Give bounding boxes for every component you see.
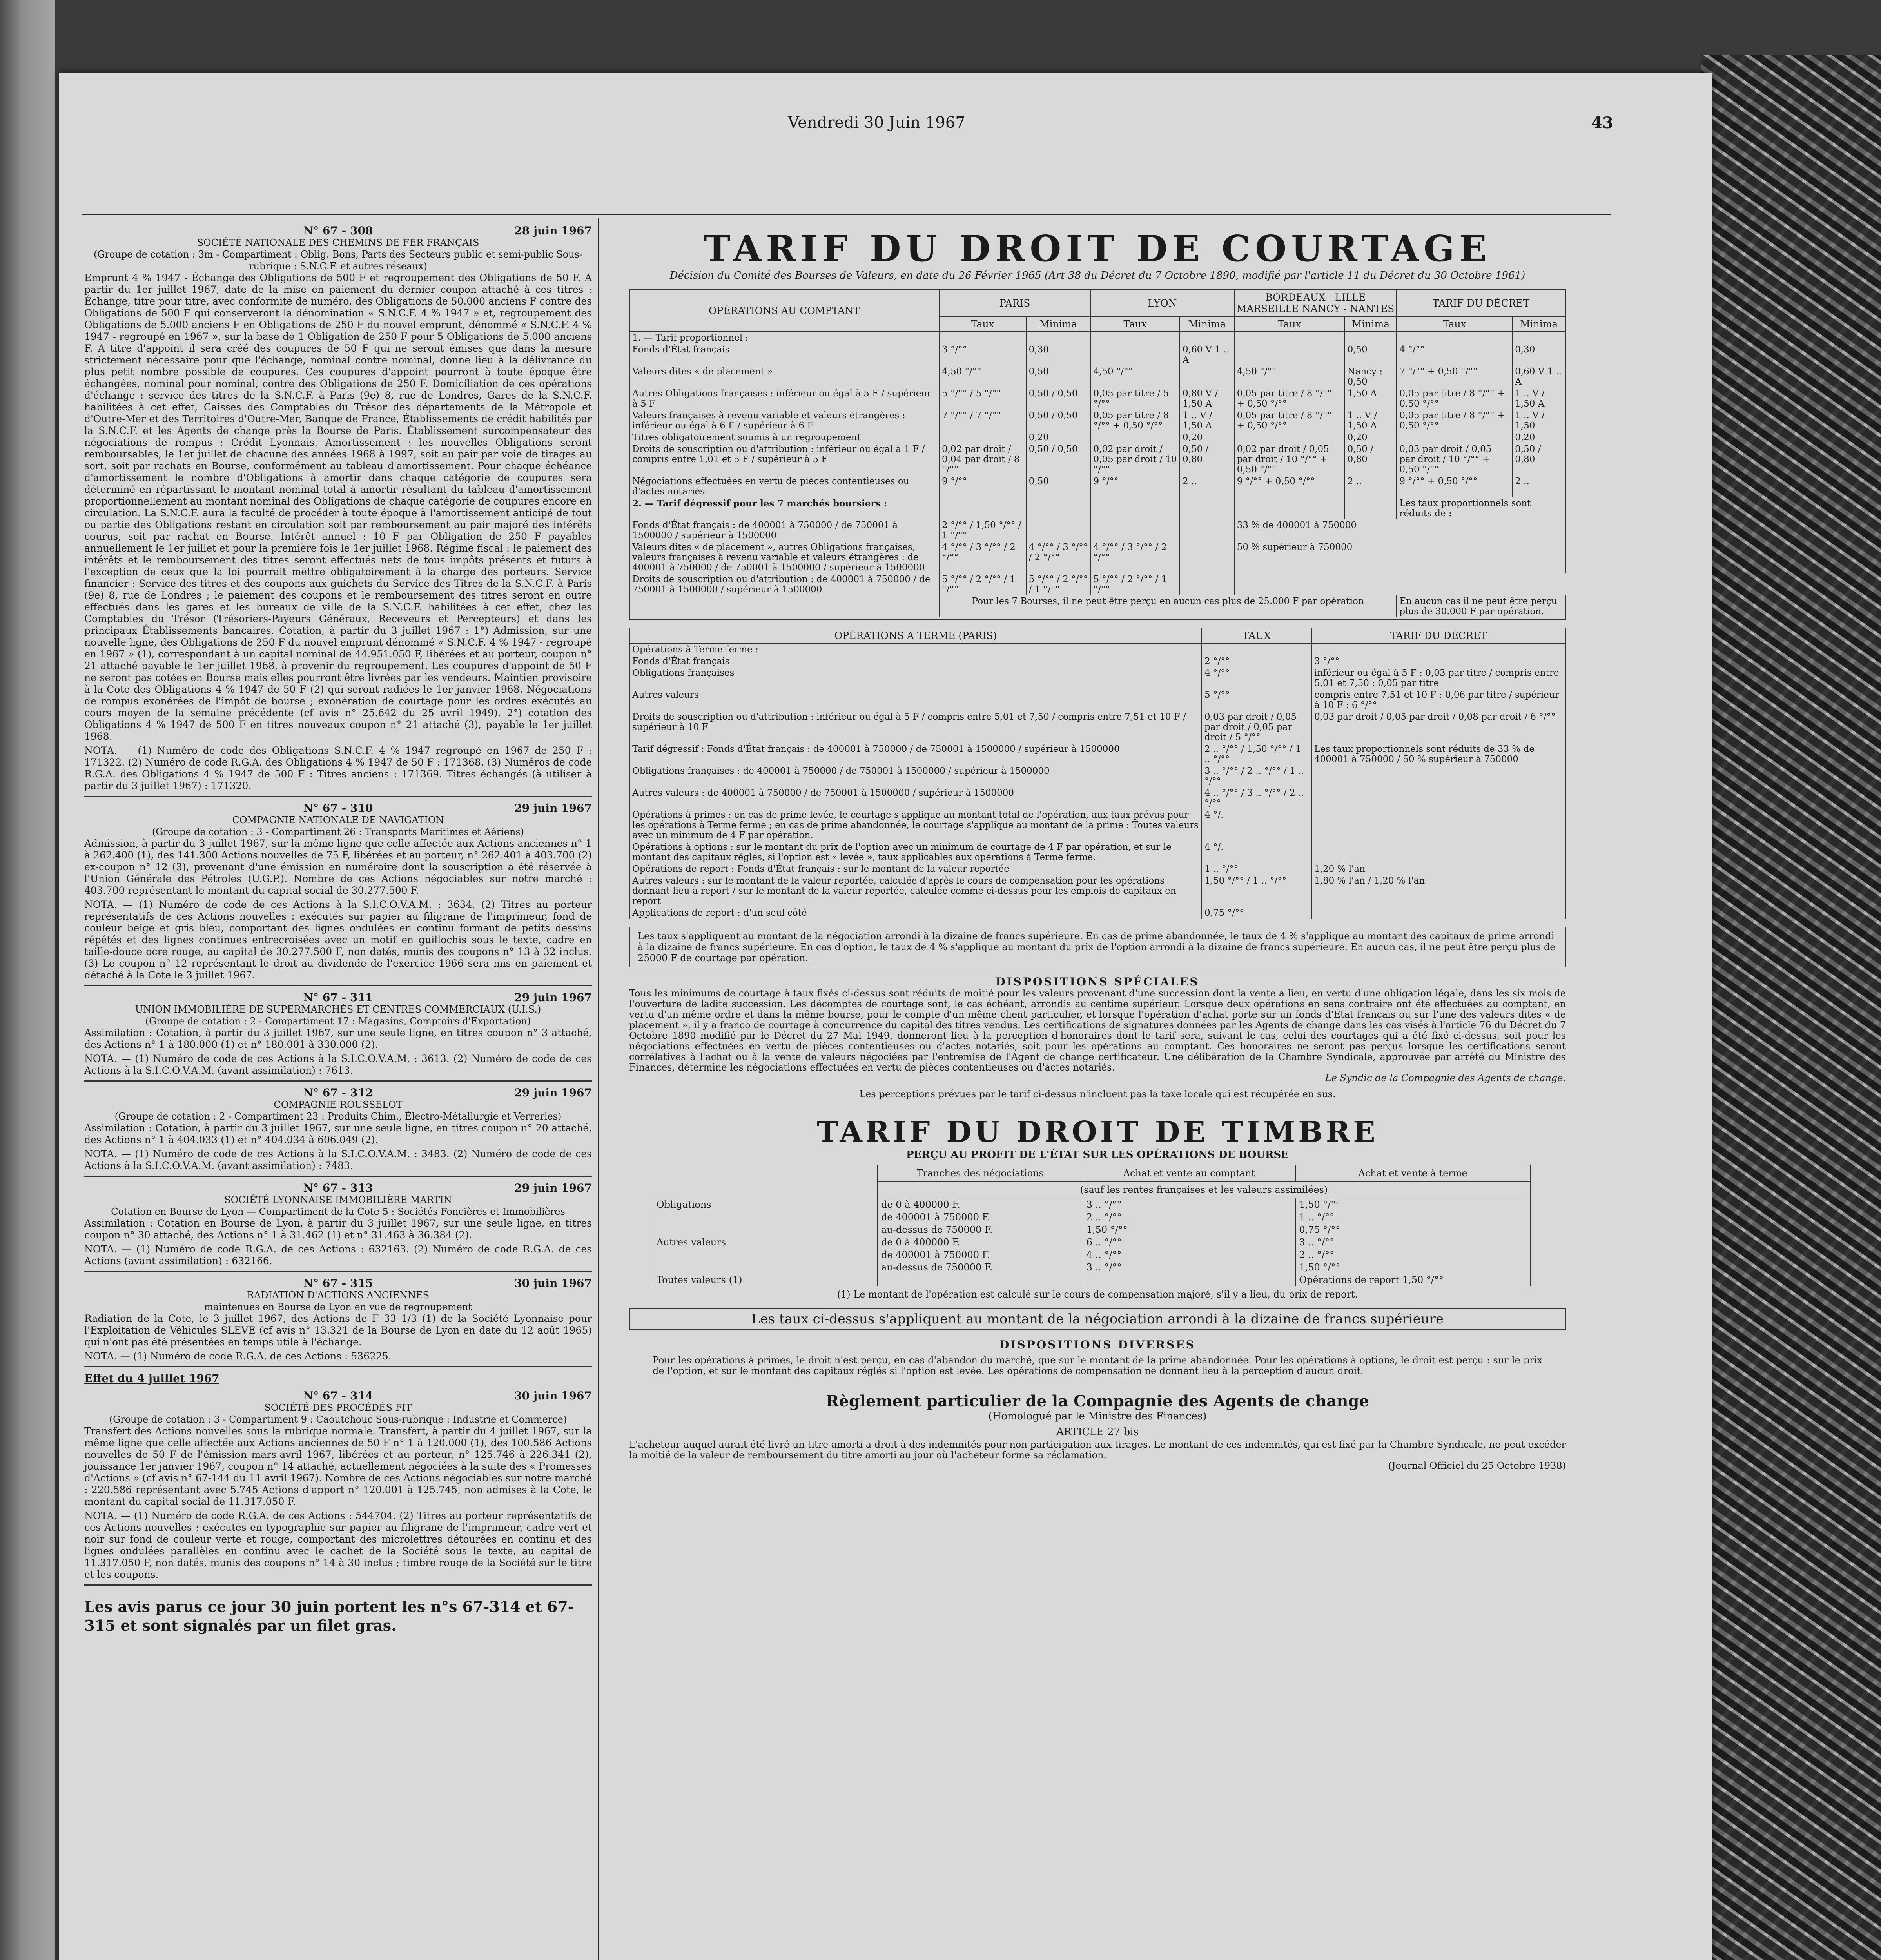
col-bordeaux: BORDEAUX - LILLE MARSEILLE NANCY - NANTES — [1234, 290, 1397, 316]
reglement-text: L'acheteur auquel aurait été livré un titre amorti a droit à des indemnités pour non participation aux tirages. Le montant de ces indemnités, qui est fixé par la Chambre Syndicale, ne peut excéder la moitié de la valeur de remboursement du titre amorti au jour où l'acheteur forme sa réclamation. — [629, 1439, 1566, 1461]
reglement-source: (Journal Officiel du 25 Octobre 1938) — [1388, 1460, 1566, 1471]
comptant-row-cell: Nancy : 0,50 — [1345, 366, 1397, 388]
col-taux: Taux — [1397, 316, 1512, 332]
terme-row — [629, 875, 1565, 907]
comptant-table — [629, 289, 1566, 620]
col-minima: Minima — [1026, 316, 1091, 332]
terme-row-cell: 0,03 par droit / 0,05 par droit / 0,05 par droit / 5 °/°° — [1202, 711, 1311, 743]
notice-group: Cotation en Bourse de Lyon — Compartiment de la Cote 5 : Sociétés Foncières et Immobilières — [111, 1206, 565, 1217]
effect-date: Effet du 4 juillet 1967 — [84, 1372, 219, 1385]
comptant-row-cell: 0,20 — [1345, 432, 1397, 443]
col-comptant: Achat et vente au comptant — [1083, 1165, 1296, 1181]
notice-date: 29 juin 1967 — [514, 991, 592, 1004]
degressif-row-cell: Valeurs dites « de placement », autres Obligations françaises, valeurs françaises à revenu variable et valeurs étrangères : de 400001 à 750000 / de 750001 à 1500000 / supérieur à 1500000 — [629, 541, 939, 573]
comptant-row-cell: 0,05 par titre / 8 °/°° + 0,50 °/°° — [1234, 410, 1345, 432]
terme-row — [629, 863, 1565, 875]
timbre-row-cell: au-dessus de 750000 F. — [878, 1261, 1083, 1274]
col-terme: Achat et vente à terme — [1295, 1165, 1530, 1181]
comptant-row-cell: 0,05 par titre / 5 °/°° — [1090, 388, 1180, 410]
timbre-table — [653, 1165, 1531, 1286]
comptant-row-cell: 9 °/°° — [939, 475, 1026, 497]
comptant-row-cell: 0,20 — [1180, 432, 1234, 443]
comptant-row-cell — [1234, 332, 1345, 344]
notice-body: Emprunt 4 % 1947 - Échange des Obligations de 500 F et regroupement des Obligations de 50 F. A partir du 1er juillet 1967, date de la mise en paiement du dernier coupon attaché à ces titres : Échange, titre pour titre, avec conformité de numéro, des Obligations de 50.000 anciens F contre des Obligations de 500 F qui conserveront la dénomination « S.N.C.F. 4 % 1947 » et, regroupement des Obligations de 5.000 anciens F en Obligations de 250 F du nouvel emprunt, dénommé « S.N.C.F. 4 % 1947 - regroupé en 1967 », sur la base de 1 Obligation de 250 F pour 5 Obligations de 5.000 anciens F. A titre d'appoint il sera créé des coupures de 50 F qui ne seront émises que dans la mesure strictement nécessaire pour que l'échange, nominal contre nominal, donne lieu à la délivrance du plus petit nombre possible de coupures. Ces coupures d'appoint pourront à toute époque être échangées, nominal pour nominal, contre des Obligations de 250 F. Domiciliation de ces opérations d'échange : service des titres de la S.N.C.F. à Paris (9e) 8, rue de Londres, Gares de la S.N.C.F. habilitées à cet effet, Caisses des Comptables du Trésor des départements de la Métropole et d'Outre-Mer et des Territoires d'Outre-Mer, Banque de France, Établissements de crédit habilités par la S.N.C.F. et les Agents de change près la Bourse de Paris. Établissement surcompensateur des négociations de rompus : Crédit Lyonnais. Amortissement : les nouvelles Obligations seront remboursables, le 1er juillet de chacune des années 1968 à 1997, soit au pair par voie de tirages au sort, soit par rachats en Bourse, conformément au tableau d'amortissement. Pour chaque échéance d'amortissement le nombre d'Obligations à amortir dans chaque catégorie de coupures sera déterminé en répartissant le montant nominal total à amortir résultant du tableau d'amortissement proportionnellement au montant nominal des Obligations de chaque catégorie de coupures encore en circulation. La S.N.C.F. aura la faculté de procéder à toute époque à l'amortissement anticipé de tout ou partie des Obligations restant en circulation soit par remboursement au pair majoré des intérêts courus, soit par rachat en Bourse. Intérêt annuel : 10 F par Obligation de 250 F payables annuellement le 1er juillet et pour la première fois le 1er juillet 1968. Régime fiscal : le paiement des intérêts et le remboursement des titres seront effectués nets de tous impôts présents et futurs à l'exception de ceux que la loi pourrait mettre obligatoirement à la charge des porteurs. Service financier : Service des titres et des coupons aux guichets du Service des Titres de la S.N.C.F. à Paris (9e) 8, rue de Londres ; le paiement des coupons et le remboursement des titres seront en outre effectués dans les gares et les bureaux de ville de la S.N.C.F. habilitées à cet effet, chez les Comptables du Trésor (Trésoriers-Payeurs Généraux, Receveurs et Percepteurs) et dans les principaux Établissements bancaires. Cotation, à partir du 3 juillet 1967 : 1°) Admission, sur une nouvelle ligne, des Obligations de 250 F du nouvel emprunt dénommé « S.N.C.F. 4 % 1947 - regroupé en 1967 » (1), correspondant à un capital nominal de 44.951.050 F, libérées et au porteur, coupon n° 21 attaché payable le 1er juillet 1968, à provenir du regroupement. Les coupures d'appoint de 50 F ne seront pas cotées en Bourse mais elles pourront être livrées par les vendeurs. Maintien provisoire à la Cote des Obligations 4 % 1947 de 50 F (2) qui seront radiées le 1er janvier 1968. Négociations de rompus exonérées de l'impôt de bourse ; exonération de courtage pour les ordres exécutés au cours moyen de la semaine précédente (cf avis n° 25.642 du 25 avril 1949). 2°) cotation des Obligations 4 % 1947 de 500 F en titres nouveaux coupon n° 21 attaché (3), payable le 1er juillet 1968. — [84, 272, 592, 742]
terme-row-cell — [1311, 787, 1565, 809]
comptant-row-cell: 0,05 par titre / 8 °/°° + 0,50 °/°° — [1090, 410, 1180, 432]
timbre-row-cell: 1,50 °/°° — [1083, 1223, 1296, 1236]
notice-group: (Groupe de cotation : 3 - Compartiment 26 : Transports Maritimes et Aériens) — [152, 826, 524, 837]
degressif-row — [629, 541, 1565, 573]
comptant-row-cell — [1345, 332, 1397, 344]
degressif-row-cell — [1180, 519, 1234, 541]
marbled-book-edge — [1701, 55, 1881, 1960]
comptant-row-cell — [1090, 332, 1180, 344]
comptant-row-cell: Droits de souscription ou d'attribution : inférieur ou égal à 1 F / compris entre 1,01 et 5 F / supérieur à 5 F — [629, 443, 939, 475]
timbre-note: (1) Le montant de l'opération est calculé sur le cours de compensation majoré, s'il y a lieu, du prix de report. — [837, 1289, 1358, 1300]
comptant-row-cell: 0,02 par droit / 0,05 par droit / 10 °/°° + 0,50 °/°° — [1234, 443, 1345, 475]
col-sauf: (sauf les rentes françaises et les valeurs assimilées) — [878, 1181, 1530, 1198]
timbre-row — [653, 1236, 1530, 1249]
notice-nota: NOTA. — (1) Numéro de code de ces Actions à la S.I.C.O.V.A.M. : 3634. (2) Titres au porteur représentatifs de ces Actions nouvelles : exécutés sur papier au filigrane de l'imprimeur, fond de couleur beige et gris bleu, comportant des lignes ondulées en continu formant de petits dessins répétés et des lignes continues entrecroisées avec un motif en guillochis sous le texte, cadre en taille-douce ocre rouge, au capital de 30.277.500 F, non datés, munis des coupons n° 13 à 32 inclus. (3) Le coupon n° 12 représentant le droit au dividende de l'exercice 1966 sera mis en paiement et détaché à la Cote le 3 juillet 1967. — [84, 899, 592, 981]
comptant-row-cell: Titres obligatoirement soumis à un regroupement — [629, 432, 939, 443]
reglement-title: Règlement particulier de la Compagnie des Agents de change — [826, 1392, 1369, 1410]
timbre-row-cell: 3 .. °/°° — [1295, 1236, 1530, 1249]
comptant-row-cell — [1090, 432, 1180, 443]
terme-row-cell: 0,03 par droit / 0,05 par droit / 0,08 par droit / 6 °/°° — [1311, 711, 1565, 743]
dispositions-speciales-title: DISPOSITIONS SPÉCIALES — [996, 975, 1199, 988]
timbre-row-cell: de 0 à 400000 F. — [878, 1236, 1083, 1249]
notice-body: Assimilation : Cotation, à partir du 3 juillet 1967, sur une seule ligne, en titres coupon n° 3 attaché, des Actions n° 1 à 180.000 (1) et n° 180.001 à 330.000 (2). — [84, 1027, 592, 1050]
notice-nota: NOTA. — (1) Numéro de code R.G.A. de ces Actions : 632163. (2) Numéro de code R.G.A. de ces Actions (avant assimilation) : 632166. — [84, 1243, 592, 1267]
terme-row — [629, 667, 1565, 689]
comptant-row-cell — [1026, 332, 1091, 344]
terme-row — [629, 643, 1565, 655]
degressif-row-cell: Droits de souscription ou d'attribution : de 400001 à 750000 / de 750001 à 1500000 / supérieur à 1500000 — [629, 573, 939, 595]
comptant-row-cell: 1 .. V / 1,50 A — [1345, 410, 1397, 432]
degressif-title: 2. — Tarif dégressif pour les 7 marchés boursiers : — [629, 497, 939, 519]
comptant-row-cell — [1180, 366, 1234, 388]
timbre-row-cell — [653, 1261, 878, 1274]
notice-group: (Groupe de cotation : 2 - Compartiment 23 : Produits Chim., Électro-Métallurgie et Verreries) — [114, 1111, 562, 1122]
col-lyon: LYON — [1090, 290, 1234, 316]
comptant-row-cell: 2 .. — [1512, 475, 1565, 497]
notice-company: SOCIÉTÉ NATIONALE DES CHEMINS DE FER FRANÇAIS — [197, 237, 479, 248]
degressif-row-cell: Fonds d'État français : de 400001 à 750000 / de 750001 à 1500000 / supérieur à 1500000 — [629, 519, 939, 541]
comptant-row-cell: 4,50 °/°° — [1090, 366, 1180, 388]
comptant-row-cell: 7 °/°° / 7 °/°° — [939, 410, 1026, 432]
comptant-row-cell: 0,60 V 1 .. A — [1180, 344, 1234, 366]
timbre-row — [653, 1249, 1530, 1261]
timbre-row-cell — [1083, 1274, 1296, 1286]
decret-note3: 50 % supérieur à 750000 — [1234, 541, 1565, 573]
terme-row-cell: Applications de report : d'un seul côté — [629, 907, 1202, 919]
notice-company: UNION IMMOBILIÈRE DE SUPERMARCHÉS ET CENTRES COMMERCIAUX (U.I.S.) — [135, 1004, 541, 1015]
comptant-row-cell: Valeurs dites « de placement » — [629, 366, 939, 388]
comptant-row-cell — [1180, 332, 1234, 344]
degressif-row — [629, 573, 1565, 595]
comptant-row-cell: Négociations effectuées en vertu de pièces contentieuses ou d'actes notariés — [629, 475, 939, 497]
comptant-row-cell: 9 °/°° + 0,50 °/°° — [1234, 475, 1345, 497]
comptant-row-cell: 0,30 — [1026, 344, 1091, 366]
timbre-row-cell: Obligations — [653, 1198, 878, 1211]
comptant-row-cell: 4 °/°° — [1397, 344, 1512, 366]
comptant-row-cell: 0,02 par droit / 0,05 par droit / 10 °/°° — [1090, 443, 1180, 475]
terme-row-cell — [1311, 809, 1565, 841]
comptant-row-cell: 0,50 — [1026, 475, 1091, 497]
timbre-band: Les taux ci-dessus s'appliquent au montant de la négociation arrondi à la dizaine de francs supérieure — [629, 1308, 1566, 1330]
col-tranches: Tranches des négociations — [878, 1165, 1083, 1181]
comptant-row-cell: 0,05 par titre / 8 °/°° + 0,50 °/°° — [1397, 388, 1512, 410]
comptant-row-cell — [1090, 344, 1180, 366]
page-number: 43 — [1591, 114, 1613, 132]
terme-row-cell: 5 °/°° — [1202, 689, 1311, 711]
timbre-row-cell: 6 .. °/°° — [1083, 1236, 1296, 1249]
notice-separator — [84, 796, 592, 797]
timbre-row — [653, 1223, 1530, 1236]
terme-row-cell: Opérations à primes : en cas de prime levée, le courtage s'applique au montant total de l'opération, aux taux prévus pour les opérations à Terme ferme ; en cas de prime abandonnée, le courtage s'applique au montant de la prime : Toutes valeurs avec un minimum de 4 F par opération. — [629, 809, 1202, 841]
comptant-row-cell: 1 .. V / 1,50 A — [1512, 388, 1565, 410]
notice-number: N° 67 - 311 29 juin 1967 — [303, 991, 592, 1004]
col-minima: Minima — [1512, 316, 1565, 332]
terme-row-cell: compris entre 7,51 et 10 F : 0,06 par titre / supérieur à 10 F : 6 °/°° — [1311, 689, 1565, 711]
notice-body: Transfert des Actions nouvelles sous la rubrique normale. Transfert, à partir du 4 juillet 1967, sur la même ligne que celle affectée aux Actions anciennes de 50 F n° 1 à 120.000 (1), des 100.586 Actions nouvelles de 50 F de l'émission mars-avril 1967, libérées et au porteur, n° 125.746 à 226.341 (2), jouissance 1er janvier 1967, coupon n° 14 attaché, actuellement négociées à la suite des « Promesses d'Actions » (cf avis n° 67-144 du 11 avril 1967). Nombre de ces Actions négociables sur notre marché : 220.586 représentant avec 5.745 Actions d'apport n° 120.001 à 125.745, non admises à la Cote, le montant du capital social de 11.317.050 F. — [84, 1425, 592, 1507]
timbre-row-cell: de 400001 à 750000 F. — [878, 1211, 1083, 1223]
timbre-row-cell — [878, 1274, 1083, 1286]
timbre-row — [653, 1274, 1530, 1286]
notice-company: COMPAGNIE NATIONALE DE NAVIGATION — [232, 815, 444, 826]
timbre-row-cell: Toutes valeurs (1) — [653, 1274, 878, 1286]
timbre-title: TARIF DU DROIT DE TIMBRE — [816, 1115, 1379, 1149]
degressif-row-cell — [1090, 519, 1180, 541]
comptant-row-cell — [1234, 432, 1345, 443]
courtage-subtitle: Décision du Comité des Bourses de Valeurs, en date du 26 Février 1965 (Art 38 du Décret du 7 Octobre 1890, modifié par l'article 11 du Décret du 30 Octobre 1961) — [669, 270, 1525, 281]
comptant-row-cell: 0,50 / 0,50 — [1026, 443, 1091, 475]
reglement-article: ARTICLE 27 bis — [1056, 1426, 1139, 1438]
terme-row-cell: 4 °/. — [1202, 841, 1311, 863]
notice-separator — [84, 1271, 592, 1272]
notice-number: N° 67 - 312 29 juin 1967 — [303, 1086, 592, 1099]
terme-row-cell — [1311, 841, 1565, 863]
notice-number: N° 67 - 315 30 juin 1967 — [303, 1277, 592, 1290]
terme-row-cell: 1,80 % l'an / 1,20 % l'an — [1311, 875, 1565, 907]
comptant-row-cell: 0,50 / 0,50 — [1026, 410, 1091, 432]
timbre-row — [653, 1261, 1530, 1274]
comptant-row-cell — [1397, 332, 1512, 344]
comptant-row — [629, 332, 1565, 344]
courtage-title: TARIF DU DROIT DE COURTAGE — [704, 227, 1491, 270]
comptant-row — [629, 344, 1565, 366]
comptant-row-cell — [1397, 432, 1512, 443]
decret-note4: En aucun cas il ne peut être perçu plus de 30.000 F par opération. — [1397, 595, 1565, 617]
comptant-row-cell: 2 .. — [1345, 475, 1397, 497]
comptant-row-cell: 4,50 °/°° — [1234, 366, 1345, 388]
decret-note1: Les taux proportionnels sont réduits de : — [1397, 497, 1565, 519]
timbre-row-cell: 3 .. °/°° — [1083, 1198, 1296, 1211]
comptant-row — [629, 432, 1565, 443]
notice-number: N° 67 - 308 28 juin 1967 — [303, 224, 592, 237]
timbre-subtitle: PERÇU AU PROFIT DE L'ÉTAT SUR LES OPÉRATIONS DE BOURSE — [906, 1149, 1289, 1161]
notice-number: N° 67 - 310 29 juin 1967 — [303, 802, 592, 815]
comptant-row-cell: 0,50 / 0,50 — [1026, 388, 1091, 410]
comptant-row-cell: 2 .. — [1180, 475, 1234, 497]
top-rule — [82, 214, 1611, 215]
terme-row-cell: Les taux proportionnels sont réduits de 33 % de 400001 à 750000 / 50 % supérieur à 750000 — [1311, 743, 1565, 765]
degressif-row-cell: 4 °/°° / 3 °/°° / 2 °/°° — [1026, 541, 1091, 573]
comptant-row — [629, 443, 1565, 475]
comptant-row-cell: 0,50 / 0,80 — [1180, 443, 1234, 475]
timbre-row-cell: Autres valeurs — [653, 1236, 878, 1249]
comptant-row-cell — [1512, 332, 1565, 344]
notice-nota: NOTA. — (1) Numéro de code de ces Actions à la S.I.C.O.V.A.M. : 3613. (2) Numéro de code de ces Actions à la S.I.C.O.V.A.M. (avant assimilation) : 7613. — [84, 1053, 592, 1076]
notes-box: Les taux s'appliquent au montant de la négociation arrondi à la dizaine de francs supérieure. En cas de prime abandonnée, le taux de 4 % s'applique au montant des capitaux de prime arrondi à la dizaine de francs supérieure. En cas d'option, le taux de 4 % s'applique au montant du prix de l'option arrondi à la dizaine de francs supérieure. En aucun cas, il ne peut être perçu plus de 25000 F de courtage par opération. — [629, 927, 1566, 967]
comptant-row-cell: 1. — Tarif proportionnel : — [629, 332, 939, 344]
timbre-row-cell: au-dessus de 750000 F. — [878, 1223, 1083, 1236]
notice-separator — [84, 985, 592, 986]
col-taux: Taux — [1234, 316, 1345, 332]
notice-nota: NOTA. — (1) Numéro de code de ces Actions à la S.I.C.O.V.A.M. : 3483. (2) Numéro de code de ces Actions à la S.I.C.O.V.A.M. (avant assimilation) : 7483. — [84, 1148, 592, 1171]
terme-row-cell: inférieur ou égal à 5 F : 0,03 par titre / compris entre 5,01 et 7,50 : 0,05 par titre — [1311, 667, 1565, 689]
comptant-row — [629, 366, 1565, 388]
terme-row-cell: 2 .. °/°° / 1,50 °/°° / 1 .. °/°° — [1202, 743, 1311, 765]
dispositions-speciales-text: Tous les minimums de courtage à taux fixés ci-dessus sont réduits de moitié pour les valeurs provenant d'une succession dont la vente a lieu, en vertu d'une obligation légale, dans les six mois de l'ouverture de ladite succession. Les décomptes de courtage sont, le cas échéant, arrondis au centime supérieur. Lorsque deux opérations en sens contraire ont été effectuées au comptant, en vertu d'un même ordre et dans la même bourse, pour le compte d'un même client particulier, et lorsque l'opération d'achat porte sur un fonds d'État français ou sur l'une des valeurs dites « de placement », il y a franco de courtage à concurrence du capital des titres vendus. Les certifications de signatures données par les Agents de change dans les cas visés à l'article 76 du Décret du 7 Octobre 1890 modifié par le Décret du 27 Mai 1949, donneront lieu à la perception d'honoraires dont le tarif sera, suivant le cas, celui des courtages qui a été fixé ci-dessus, soit pour les négociations effectuées en vertu de pièces contentieuses ou d'actes notariés, soit pour les opérations au comptant. Ces honoraires ne seront pas perçus lorsque les certifications seront corrélatives à l'achat ou à la vente de valeurs négociées par l'entremise de l'Agent de change certificateur. Une délibération de la Chambre Syndicale, approuvée par arrêté du Ministre des Finances, détermine les négociations effectuées en vertu de pièces contentieuses ou d'actes notariés. — [629, 988, 1566, 1073]
terme-row-cell: 2 °/°° — [1202, 655, 1311, 667]
timbre-row-cell: 2 .. °/°° — [1295, 1249, 1530, 1261]
timbre-row-cell: 2 .. °/°° — [1083, 1211, 1296, 1223]
comptant-row-cell: 0,50 / 0,80 — [1345, 443, 1397, 475]
timbre-row-cell — [653, 1211, 878, 1223]
terme-row — [629, 765, 1565, 787]
terme-row-cell: 1,20 % l'an — [1311, 863, 1565, 875]
terme-table — [629, 628, 1566, 919]
previous-page-edge — [0, 0, 55, 1960]
terme-row-cell: Autres valeurs : sur le montant de la valeur reportée, calculée d'après le cours de compensation pour les opérations donnant lieu à report / sur le montant de la valeur reportée, calculée comme ci-dessus pour les emplois de capitaux en report — [629, 875, 1202, 907]
timbre-row-cell: de 0 à 400000 F. — [878, 1198, 1083, 1211]
comptant-row — [629, 410, 1565, 432]
notice-company: SOCIÉTÉ DES PROCÉDÉS FIT — [264, 1402, 412, 1413]
timbre-row-cell: de 400001 à 750000 F. — [878, 1249, 1083, 1261]
notice-number: N° 67 - 313 29 juin 1967 — [303, 1181, 592, 1194]
comptant-row — [629, 475, 1565, 497]
col-paris: PARIS — [939, 290, 1090, 316]
comptant-row — [629, 388, 1565, 410]
notice-body: Assimilation : Cotation, à partir du 3 juillet 1967, sur une seule ligne, en titres coupon n° 20 attaché, des Actions n° 1 à 404.033 (1) et n° 404.034 à 606.049 (2). — [84, 1122, 592, 1145]
comptant-row-cell: 9 °/°° — [1090, 475, 1180, 497]
terme-row-cell: 1,50 °/°° / 1 .. °/°° — [1202, 875, 1311, 907]
notice-group: (Groupe de cotation : 3 - Compartiment 9 : Caoutchouc Sous-rubrique : Industrie et Commerce) — [109, 1414, 567, 1425]
comptant-row-cell: 5 °/°° / 5 °/°° — [939, 388, 1026, 410]
timbre-row-cell: 1,50 °/°° — [1295, 1261, 1530, 1274]
degressif-row-cell: 5 °/°° / 2 °/°° / 1 °/°° — [1090, 573, 1180, 595]
comptant-row-cell — [939, 332, 1026, 344]
notice-nota: NOTA. — (1) Numéro de code R.G.A. de ces Actions : 536225. — [84, 1350, 392, 1362]
page-date: Vendredi 30 Juin 1967 — [788, 114, 965, 132]
col-ops: OPÉRATIONS AU COMPTANT — [629, 290, 939, 332]
degressif-row — [629, 519, 1565, 541]
timbre-row-cell — [653, 1249, 878, 1261]
notice-date: 28 juin 1967 — [514, 224, 592, 237]
comptant-row-cell: Fonds d'État français — [629, 344, 939, 366]
notice-date: 29 juin 1967 — [514, 1181, 592, 1194]
comptant-row-cell: 0,50 — [1026, 366, 1091, 388]
notice-body: Admission, à partir du 3 juillet 1967, sur la même ligne que celle affectée aux Actions anciennes n° 1 à 262.400 (1), des 141.300 Actions nouvelles de 75 F, libérées et au porteur, n° 262.401 à 403.700 (2) ex-coupon n° 12 (3), provenant d'une émission en numéraire dont la souscription a été réservée à l'Union Générale des Pétroles (U.G.P.). Nombre de ces Actions négociables sur notre marché : 403.700 représentant le montant du capital social de 30.277.500 F. — [84, 838, 592, 896]
comptant-row-cell: 0,50 / 0,80 — [1512, 443, 1565, 475]
notice-date: 29 juin 1967 — [514, 1086, 592, 1099]
footer-note: Les avis parus ce jour 30 juin portent les n°s 67-314 et 67-315 et sont signalés par un filet gras. — [84, 1598, 574, 1634]
comptant-row-cell: 0,20 — [1026, 432, 1091, 443]
degressif-row-cell — [1180, 573, 1234, 595]
notice-date: 30 juin 1967 — [514, 1277, 592, 1290]
terme-row-cell: 3 .. °/°° / 2 .. °/°° / 1 .. °/°° — [1202, 765, 1311, 787]
terme-row-cell: 0,75 °/°° — [1202, 907, 1311, 919]
terme-row-cell: Opérations de report : Fonds d'État français : sur le montant de la valeur reportée — [629, 863, 1202, 875]
terme-row-cell: 3 °/°° — [1311, 655, 1565, 667]
comptant-row-cell: 0,80 V / 1,50 A — [1180, 388, 1234, 410]
terme-row-cell: Obligations françaises — [629, 667, 1202, 689]
comptant-row-cell: 9 °/°° + 0,50 °/°° — [1397, 475, 1512, 497]
dispositions-diverses-text: Pour les opérations à primes, le droit n'est perçu, en cas d'abandon du marché, que sur le montant de la prime abandonnée. Pour les opérations à options, le droit est perçu : sur le prix de l'option, et sur le montant des capitaux réglés si l'option est levée. Les opérations de compensation ne donnent lieu à la perception d'aucun droit. — [653, 1355, 1542, 1376]
comptant-row-cell: 7 °/°° + 0,50 °/°° — [1397, 366, 1512, 388]
col-decret: TARIF DU DÉCRET — [1397, 290, 1565, 316]
terme-row-cell: Opérations à options : sur le montant du prix de l'option avec un minimum de courtage de 4 F par opération, et sur le montant des capitaux réglés, si l'option est « levée », taux applicables aux opérations à Terme ferme. — [629, 841, 1202, 863]
terme-row — [629, 711, 1565, 743]
timbre-row-cell: 3 .. °/°° — [1083, 1261, 1296, 1274]
degressif-row-cell: 5 °/°° / 2 °/°° / 1 °/°° — [939, 573, 1026, 595]
notice-nota: NOTA. — (1) Numéro de code R.G.A. de ces Actions : 544704. (2) Titres au porteur représentatifs de ces Actions nouvelles : exécutés en typographie sur papier au filigrane de l'imprimeur, cadre vert et noir sur fond de couleur verte et rouge, comportant des microlettres détourées en continu et des lignes ondulées parallèles en continu avec le cachet de la Société sous le texte, au capital de 11.317.050 F, non datés, munis des coupons n° 14 à 30 inclus ; timbre rouge de la Société sur le titre et les coupons. — [84, 1510, 592, 1580]
notices-column — [84, 220, 592, 1960]
notice-separator — [84, 1176, 592, 1177]
terme-row-cell: 4 .. °/°° / 3 .. °/°° / 2 .. °/°° — [1202, 787, 1311, 809]
timbre-row-cell: Opérations de report 1,50 °/°° — [1295, 1274, 1530, 1286]
comptant-row-cell: 0,02 par droit / 0,04 par droit / 8 °/°° — [939, 443, 1026, 475]
terme-row-cell — [1311, 765, 1565, 787]
comptant-row-cell: 0,50 — [1345, 344, 1397, 366]
notice-company: RADIATION D'ACTIONS ANCIENNES — [247, 1290, 430, 1301]
bourses-note: Pour les 7 Bourses, il ne peut être perçu en aucun cas plus de 25.000 F par opération — [939, 595, 1397, 617]
timbre-row — [653, 1211, 1530, 1223]
col-terme-taux: TAUX — [1202, 628, 1311, 643]
col-taux: Taux — [1090, 316, 1180, 332]
notice-company: SOCIÉTÉ LYONNAISE IMMOBILIÈRE MARTIN — [224, 1194, 452, 1205]
comptant-row-cell: Autres Obligations françaises : inférieur ou égal à 5 F / supérieur à 5 F — [629, 388, 939, 410]
degressif-row-cell — [1026, 519, 1091, 541]
timbre-row-cell: 4 .. °/°° — [1083, 1249, 1296, 1261]
timbre-row-cell: 1 .. °/°° — [1295, 1211, 1530, 1223]
col-minima: Minima — [1345, 316, 1397, 332]
comptant-row-cell: 0,20 — [1512, 432, 1565, 443]
notice-group: maintenues en Bourse de Lyon en vue de regroupement — [204, 1301, 472, 1312]
notice-company: COMPAGNIE ROUSSELOT — [274, 1099, 403, 1110]
notice-separator — [84, 1584, 592, 1586]
col-minima: Minima — [1180, 316, 1234, 332]
notice-group: (Groupe de cotation : 2 - Compartiment 17 : Magasins, Comptoirs d'Exportation) — [145, 1016, 531, 1027]
perceptions-note: Les perceptions prévues par le tarif ci-dessus n'incluent pas la taxe locale qui est récupérée en sus. — [859, 1089, 1336, 1100]
dispositions-diverses-title: DISPOSITIONS DIVERSES — [999, 1338, 1195, 1351]
degressif-row-cell: 5 °/°° / 2 °/°° / 1 °/°° — [1026, 573, 1091, 595]
column-divider — [598, 218, 599, 1960]
terme-row-cell: Droits de souscription ou d'attribution : inférieur ou égal à 5 F / compris entre 5,01 et 7,50 / compris entre 7,51 et 10 F / supérieur à 10 F — [629, 711, 1202, 743]
comptant-row-cell: 3 °/°° — [939, 344, 1026, 366]
comptant-row-cell: 4,50 °/°° — [939, 366, 1026, 388]
degressif-row-cell — [1180, 541, 1234, 573]
notice-body: Assimilation : Cotation en Bourse de Lyon, à partir du 3 juillet 1967, sur une seule ligne, en titres coupon n° 30 attaché, des Actions n° 1 à 31.462 (1) et n° 31.463 à 36.384 (2). — [84, 1218, 592, 1241]
timbre-row — [653, 1198, 1530, 1211]
terme-row — [629, 841, 1565, 863]
comptant-row-cell — [939, 432, 1026, 443]
terme-row-cell: Obligations françaises : de 400001 à 750000 / de 750001 à 1500000 / supérieur à 1500000 — [629, 765, 1202, 787]
degressif-row-cell: 4 °/°° / 3 °/°° / 2 °/°° — [939, 541, 1026, 573]
terme-row — [629, 743, 1565, 765]
comptant-row-cell: 1 .. V / 1,50 A — [1180, 410, 1234, 432]
comptant-row-cell — [1234, 344, 1345, 366]
notice-group: (Groupe de cotation : 3m - Compartiment : Oblig. Bons, Parts des Secteurs public et semi-public Sous-rubrique : S.N.C.F. et autres réseaux) — [94, 249, 582, 272]
syndic-signature: Le Syndic de la Compagnie des Agents de change. — [1325, 1073, 1566, 1083]
terme-row-cell: Autres valeurs : de 400001 à 750000 / de 750001 à 1500000 / supérieur à 1500000 — [629, 787, 1202, 809]
notice-number: N° 67 - 314 30 juin 1967 — [303, 1389, 592, 1402]
terme-row — [629, 689, 1565, 711]
terme-row-cell — [1311, 907, 1565, 919]
terme-row-cell: Autres valeurs — [629, 689, 1202, 711]
decret-note2: 33 % de 400001 à 750000 — [1234, 519, 1565, 541]
terme-row-cell: 4 °/°° — [1202, 667, 1311, 689]
comptant-row-cell: 1,50 A — [1345, 388, 1397, 410]
notice-separator — [84, 1366, 592, 1367]
reglement-subtitle: (Homologué par le Ministre des Finances) — [988, 1410, 1207, 1422]
terme-row-cell: Opérations à Terme ferme : — [629, 643, 1202, 655]
col-terme-ops: OPÉRATIONS A TERME (PARIS) — [629, 628, 1202, 643]
timbre-row-cell: 0,75 °/°° — [1295, 1223, 1530, 1236]
comptant-row-cell: Valeurs françaises à revenu variable et valeurs étrangères : inférieur ou égal à 6 F / supérieur à 6 F — [629, 410, 939, 432]
col-taux: Taux — [939, 316, 1026, 332]
timbre-row-cell: 1,50 °/°° — [1295, 1198, 1530, 1211]
notice-nota: NOTA. — (1) Numéro de code des Obligations S.N.C.F. 4 % 1947 regroupé en 1967 de 250 F : 171322. (2) Numéro de code R.G.A. des Obligations 4 % 1947 de 50 F : 171368. (3) Numéros de code R.G.A. des Obligations 4 % 1947 de 500 F : Titres anciens : 171369. Titres échangés (à utiliser à partir du 3 juillet 1967) : 171320. — [84, 745, 592, 791]
terme-row — [629, 787, 1565, 809]
comptant-row-cell: 1 .. V / 1,50 — [1512, 410, 1565, 432]
terme-row-cell — [1311, 643, 1565, 655]
notice-separator — [84, 1080, 592, 1082]
comptant-row-cell: 0,60 V 1 .. A — [1512, 366, 1565, 388]
degressif-row-cell: 2 °/°° / 1,50 °/°° / 1 °/°° — [939, 519, 1026, 541]
timbre-row-cell — [653, 1223, 878, 1236]
terme-row — [629, 655, 1565, 667]
comptant-row-cell: 0,05 par titre / 8 °/°° + 0,50 °/°° — [1234, 388, 1345, 410]
comptant-row-cell: 0,05 par titre / 8 °/°° + 0,50 °/°° — [1397, 410, 1512, 432]
terme-row — [629, 907, 1565, 919]
comptant-row-cell: 0,30 — [1512, 344, 1565, 366]
col-terme-decret: TARIF DU DÉCRET — [1311, 628, 1565, 643]
tariffs-column — [606, 220, 1589, 1960]
terme-row-cell: Fonds d'État français — [629, 655, 1202, 667]
comptant-row-cell: 0,03 par droit / 0,05 par droit / 10 °/°° + 0,50 °/°° — [1397, 443, 1512, 475]
notice-date: 30 juin 1967 — [514, 1389, 592, 1402]
terme-row-cell — [1202, 643, 1311, 655]
terme-row — [629, 809, 1565, 841]
notice-date: 29 juin 1967 — [514, 802, 592, 815]
terme-row-cell: 1 .. °/°° — [1202, 863, 1311, 875]
terme-row-cell: 4 °/. — [1202, 809, 1311, 841]
degressif-row-cell: 4 °/°° / 3 °/°° / 2 °/°° — [1090, 541, 1180, 573]
notice-body: Radiation de la Cote, le 3 juillet 1967, des Actions de F 33 1/3 (1) de la Société Lyonnaise pour l'Exploitation de Véhicules SLEVE (cf avis n° 13.321 de la Bourse de Lyon en date du 12 août 1965) qui n'ont pas été présentées en temps utile à l'échange. — [84, 1313, 592, 1348]
terme-row-cell: Tarif dégressif : Fonds d'État français : de 400001 à 750000 / de 750001 à 1500000 / supérieur à 1500000 — [629, 743, 1202, 765]
